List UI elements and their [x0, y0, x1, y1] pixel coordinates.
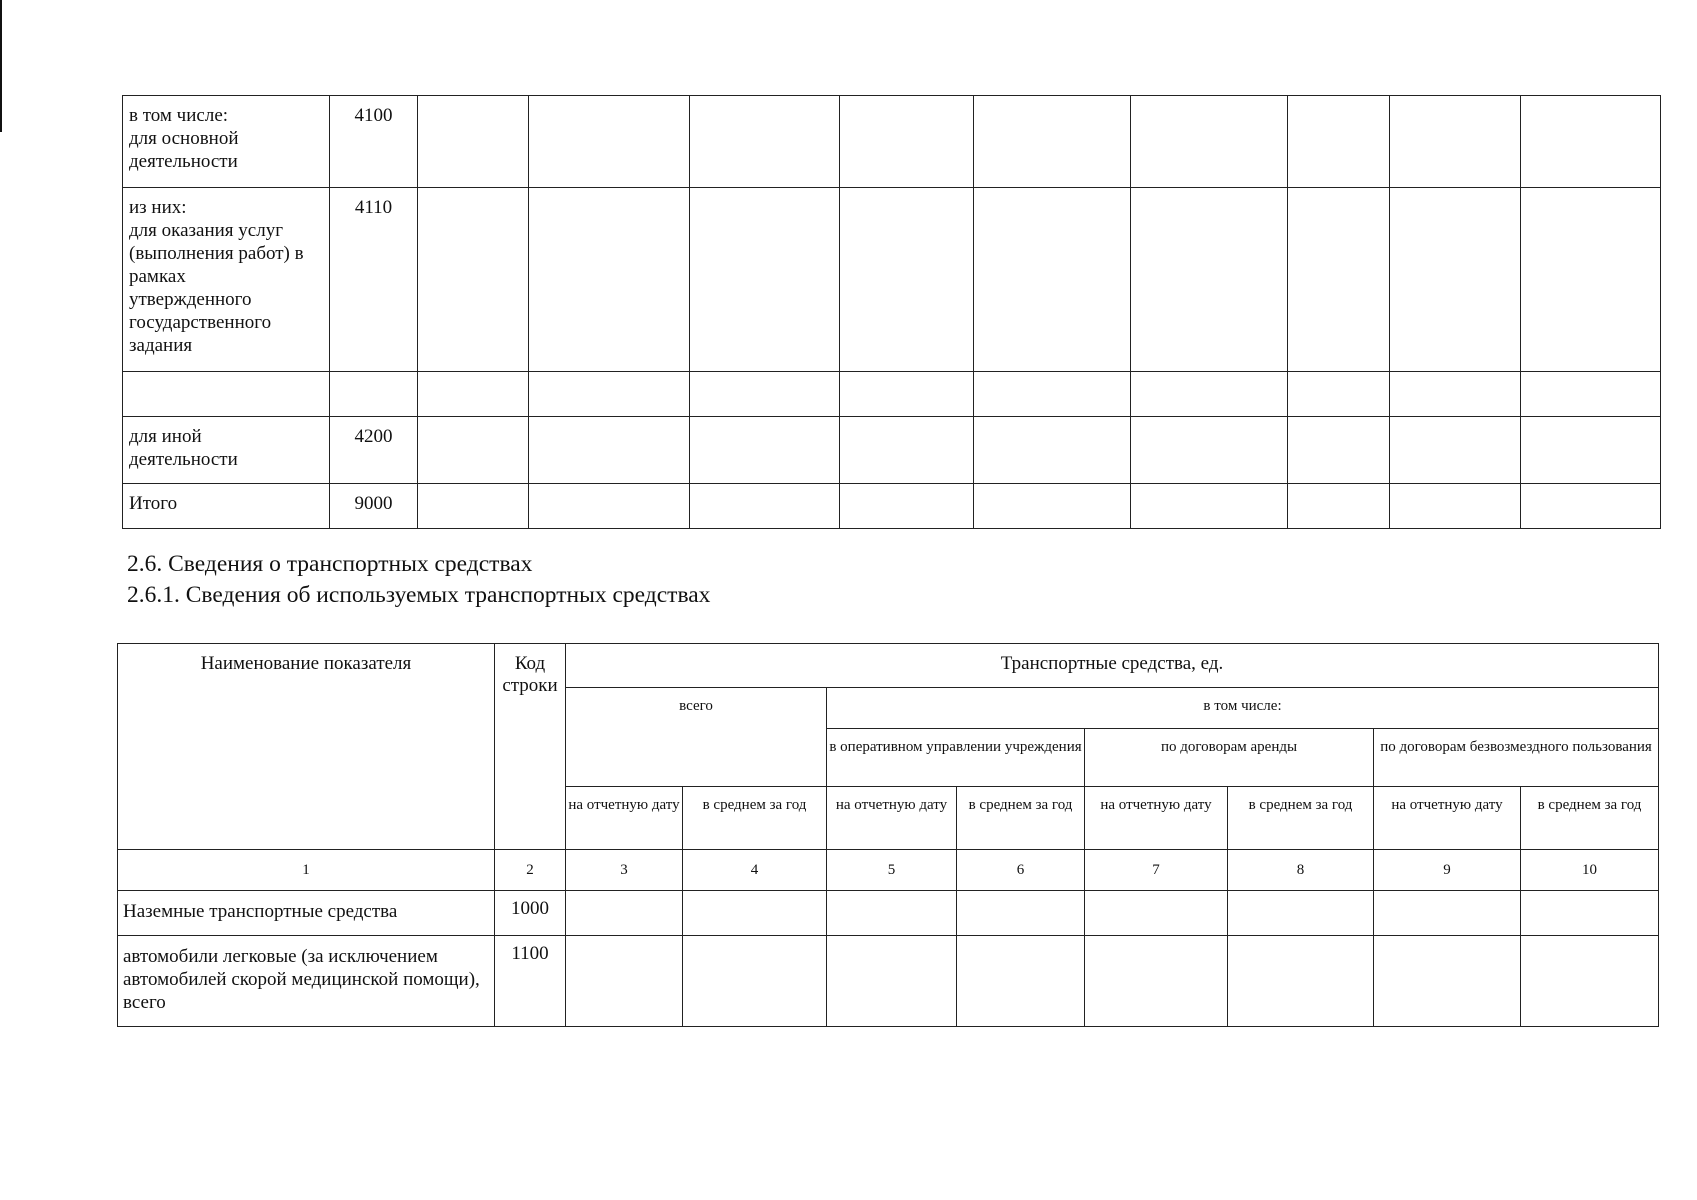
- data-cell: [690, 96, 840, 188]
- data-cell: [1131, 372, 1288, 417]
- data-cell: [1131, 96, 1288, 188]
- data-cell: [690, 188, 840, 372]
- row-code: 4200: [330, 417, 418, 484]
- data-cell: [974, 96, 1131, 188]
- data-cell: [1288, 372, 1390, 417]
- header-rent: по договорам аренды: [1085, 729, 1374, 787]
- data-cell: [683, 891, 827, 936]
- row-code: 4100: [330, 96, 418, 188]
- data-cell: [529, 484, 690, 529]
- data-cell: [1521, 417, 1661, 484]
- section-heading: 2.6. Сведения о транспортных средствах: [127, 551, 533, 577]
- data-cell: [1390, 417, 1521, 484]
- row-label: Наземные транспортные средства: [118, 891, 495, 936]
- data-cell: [566, 936, 683, 1027]
- data-cell: [957, 891, 1085, 936]
- header-including: в том числе:: [827, 688, 1659, 729]
- col-number: 1: [118, 850, 495, 891]
- header-on-date: на отчетную дату: [1085, 787, 1228, 850]
- table-row: [123, 417, 1661, 484]
- data-cell: [1085, 936, 1228, 1027]
- data-cell: [1521, 484, 1661, 529]
- col-number: 4: [683, 850, 827, 891]
- table-row: [123, 372, 1661, 417]
- table-row: [118, 936, 1659, 1027]
- header-avg-year: в среднем за год: [1521, 787, 1659, 850]
- data-cell: [1390, 372, 1521, 417]
- data-cell: [566, 891, 683, 936]
- data-cell: [1374, 936, 1521, 1027]
- scan-edge-mark: [0, 0, 2, 132]
- row-label: автомобили легковые (за исключением автомобилей скорой медицинской помощи), всего: [118, 936, 495, 1027]
- data-cell: [529, 188, 690, 372]
- data-cell: [840, 417, 974, 484]
- row-label: Итого: [123, 484, 330, 529]
- data-cell: [1131, 484, 1288, 529]
- table-row: [123, 188, 1661, 372]
- data-cell: [529, 417, 690, 484]
- header-vehicles: Транспортные средства, ед.: [566, 644, 1659, 688]
- row-code: 9000: [330, 484, 418, 529]
- col-number: 2: [495, 850, 566, 891]
- col-number: 8: [1228, 850, 1374, 891]
- table-row: [123, 96, 1661, 188]
- data-cell: [1131, 188, 1288, 372]
- col-number: 7: [1085, 850, 1228, 891]
- data-cell: [683, 936, 827, 1027]
- data-cell: [690, 417, 840, 484]
- row-label: из них: для оказания услуг (выполнения работ) в рамках утвержденного государственного задания: [123, 188, 330, 372]
- col-number: 3: [566, 850, 683, 891]
- data-cell: [840, 372, 974, 417]
- data-cell: [1288, 417, 1390, 484]
- vehicles-table: [117, 643, 1659, 1027]
- data-cell: [1390, 484, 1521, 529]
- col-number: 6: [957, 850, 1085, 891]
- data-cell: [418, 417, 529, 484]
- table-row: [118, 891, 1659, 936]
- data-cell: [1131, 417, 1288, 484]
- data-cell: [1288, 188, 1390, 372]
- column-number-row: [118, 850, 1659, 891]
- row-label: для иной деятельности: [123, 417, 330, 484]
- header-name: Наименование показателя: [118, 644, 495, 850]
- data-cell: [1228, 936, 1374, 1027]
- header-free-use: по договорам безвозмездного пользования: [1374, 729, 1659, 787]
- row-label: [123, 372, 330, 417]
- data-cell: [827, 936, 957, 1027]
- header-on-date: на отчетную дату: [1374, 787, 1521, 850]
- row-code: 1100: [495, 936, 566, 1027]
- data-cell: [1288, 484, 1390, 529]
- data-cell: [974, 417, 1131, 484]
- data-cell: [1521, 372, 1661, 417]
- data-cell: [1390, 188, 1521, 372]
- data-cell: [957, 936, 1085, 1027]
- row-code: 1000: [495, 891, 566, 936]
- row-code: [330, 372, 418, 417]
- header-operative: в оперативном управлении учреждения: [827, 729, 1085, 787]
- data-cell: [840, 188, 974, 372]
- property-table: [122, 95, 1661, 529]
- data-cell: [418, 484, 529, 529]
- data-cell: [1521, 891, 1659, 936]
- header-on-date: на отчетную дату: [566, 787, 683, 850]
- data-cell: [840, 96, 974, 188]
- col-number: 10: [1521, 850, 1659, 891]
- header-row: [118, 644, 1659, 688]
- data-cell: [974, 188, 1131, 372]
- data-cell: [1521, 188, 1661, 372]
- data-cell: [418, 188, 529, 372]
- header-total: всего: [566, 688, 827, 787]
- data-cell: [1228, 891, 1374, 936]
- data-cell: [690, 372, 840, 417]
- data-cell: [974, 372, 1131, 417]
- data-cell: [840, 484, 974, 529]
- table-row: [123, 484, 1661, 529]
- header-avg-year: в среднем за год: [683, 787, 827, 850]
- header-on-date: на отчетную дату: [827, 787, 957, 850]
- data-cell: [974, 484, 1131, 529]
- data-cell: [690, 484, 840, 529]
- col-number: 9: [1374, 850, 1521, 891]
- header-avg-year: в среднем за год: [1228, 787, 1374, 850]
- data-cell: [1085, 891, 1228, 936]
- data-cell: [529, 96, 690, 188]
- header-code: Код строки: [495, 644, 566, 850]
- data-cell: [1288, 96, 1390, 188]
- col-number: 5: [827, 850, 957, 891]
- header-avg-year: в среднем за год: [957, 787, 1085, 850]
- row-label: в том числе: для основной деятельности: [123, 96, 330, 188]
- data-cell: [418, 372, 529, 417]
- subsection-heading: 2.6.1. Сведения об используемых транспортных средствах: [127, 582, 711, 608]
- data-cell: [827, 891, 957, 936]
- data-cell: [1390, 96, 1521, 188]
- row-code: 4110: [330, 188, 418, 372]
- data-cell: [1521, 96, 1661, 188]
- data-cell: [418, 96, 529, 188]
- data-cell: [1374, 891, 1521, 936]
- data-cell: [1521, 936, 1659, 1027]
- data-cell: [529, 372, 690, 417]
